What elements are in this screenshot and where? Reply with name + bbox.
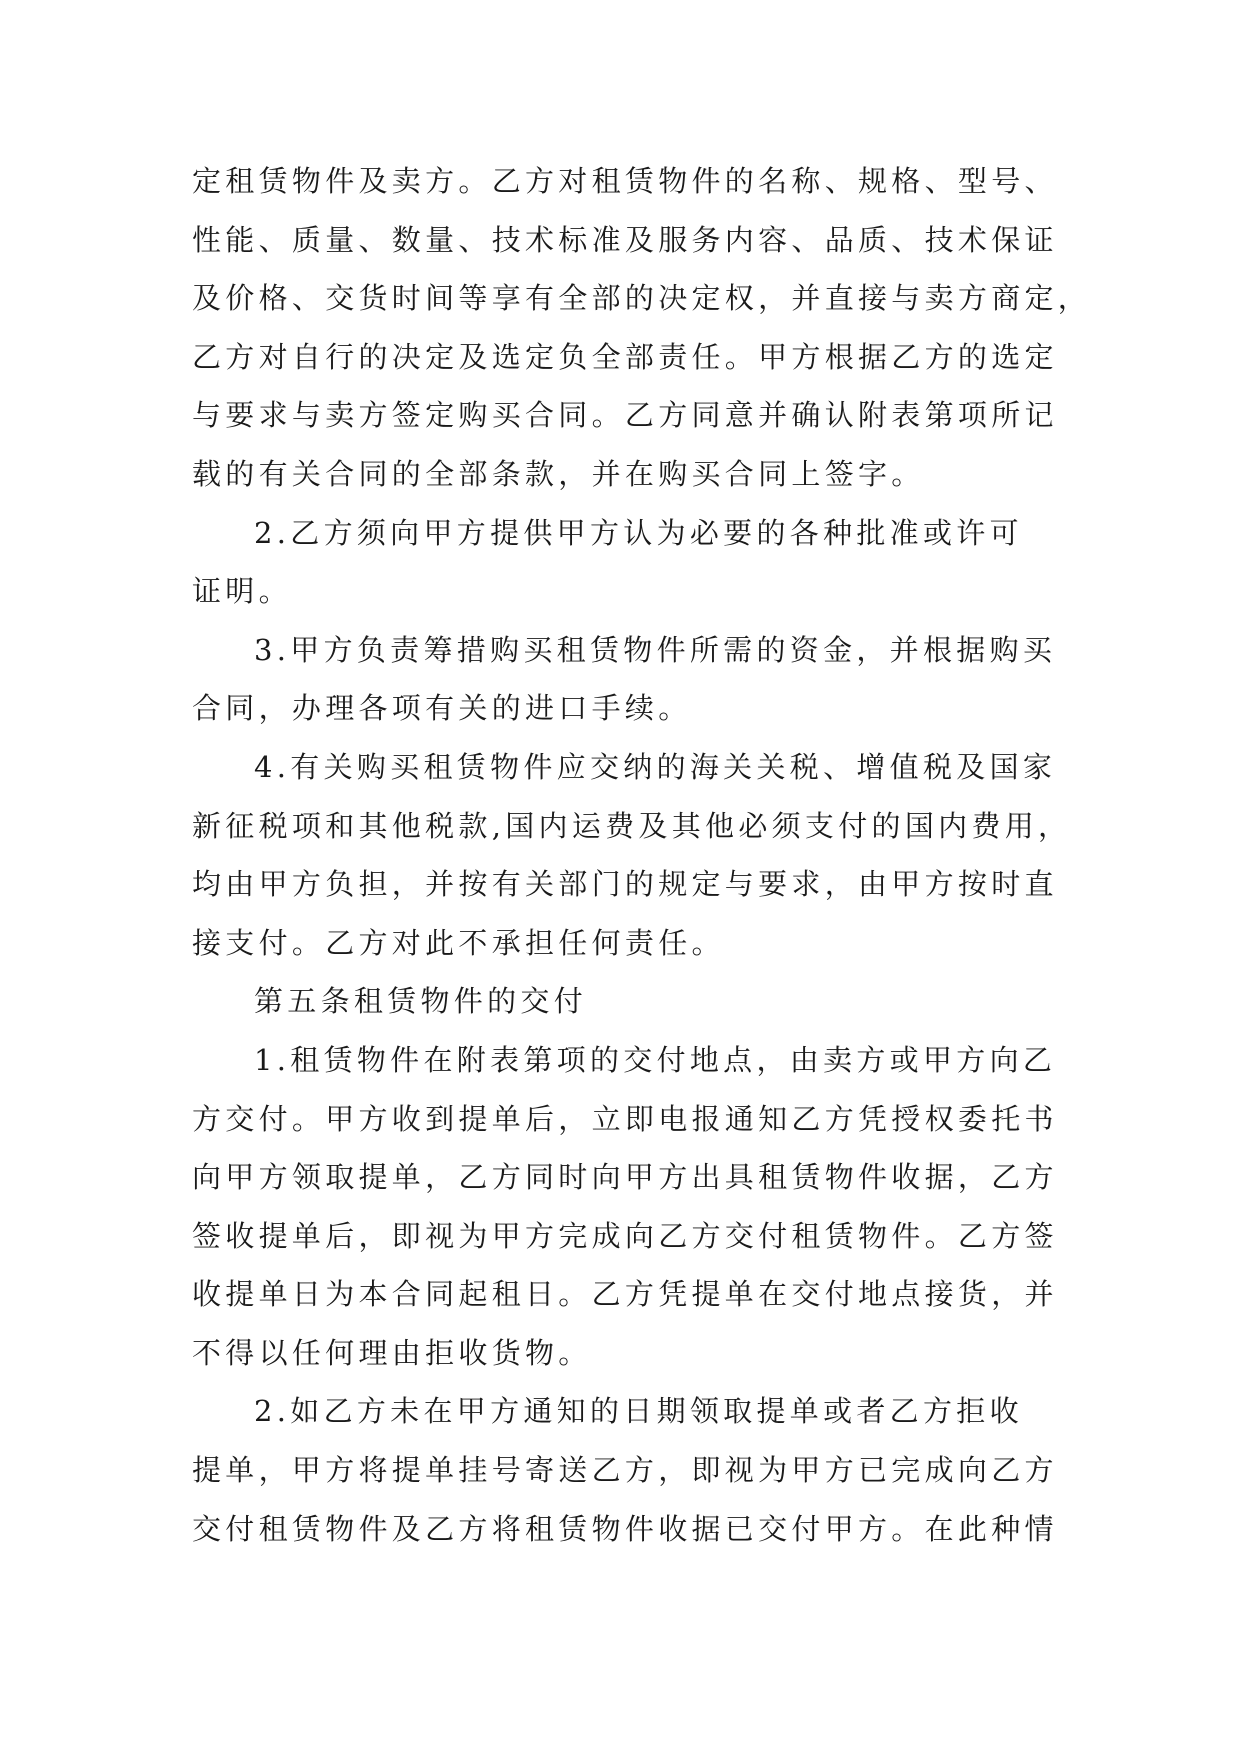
text-line: 收提单日为本合同起租日。乙方凭提单在交付地点接货，并: [192, 1277, 1058, 1312]
paragraph-clause-2: [192, 504, 1062, 621]
paragraph-clause-4: [192, 738, 1072, 972]
text-line: 均由甲方负担，并按有关部门的规定与要求，由甲方按时直: [192, 867, 1058, 902]
text-line: 合同，办理各项有关的进口手续。: [192, 691, 692, 726]
paragraph-delivery-1: [192, 1031, 1062, 1383]
paragraph-clause-3: [192, 621, 1062, 738]
text-line: 接支付。乙方对此不承担任何责任。: [192, 925, 725, 960]
text-line: 载的有关合同的全部条款，并在购买合同上签字。: [192, 456, 925, 491]
text-line: 定租赁物件及卖方。乙方对租赁物件的名称、规格、型号、: [192, 164, 1058, 198]
text-line: 性能、质量、数量、技术标准及服务内容、品质、技术保证: [192, 222, 1058, 257]
text-line: 1.租赁物件在附表第项的交付地点，由卖方或甲方向乙: [254, 1042, 1057, 1077]
text-line: 2.如乙方未在甲方通知的日期领取提单或者乙方拒收: [254, 1394, 1023, 1429]
paragraph-delivery-2: [192, 1382, 1062, 1558]
text-line: 与要求与卖方签定购买合同。乙方同意并确认附表第项所记: [192, 398, 1058, 433]
paragraph-selection: [192, 152, 1092, 504]
section-heading: 第五条租赁物件的交付: [254, 984, 588, 1019]
text-line: 交付租赁物件及乙方将租赁物件收据已交付甲方。在此种情: [192, 1511, 1058, 1546]
text-line: 方交付。甲方收到提单后，立即电报通知乙方凭授权委托书: [192, 1101, 1058, 1136]
text-line: 证明。: [192, 574, 292, 609]
text-line: 签收提单后，即视为甲方完成向乙方交付租赁物件。乙方签: [192, 1218, 1058, 1253]
text-line: 提单，甲方将提单挂号寄送乙方，即视为甲方已完成向乙方: [192, 1453, 1058, 1488]
article-5-heading: [192, 972, 1062, 1031]
text-line: 2.乙方须向甲方提供甲方认为必要的各种批准或许可: [254, 515, 1023, 550]
text-line: 向甲方领取提单，乙方同时向甲方出具租赁物件收据，乙方: [192, 1160, 1058, 1195]
document-body: [192, 152, 1092, 1558]
text-line: 不得以任何理由拒收货物。: [192, 1335, 592, 1370]
text-line: 4.有关购买租赁物件应交纳的海关关税、增值税及国家: [254, 749, 1057, 784]
text-line: 乙方对自行的决定及选定负全部责任。甲方根据乙方的选定: [192, 339, 1058, 374]
text-line: 新征税项和其他税款,国内运费及其他必须支付的国内费用，: [192, 808, 1072, 843]
text-line: 3.甲方负责筹措购买租赁物件所需的资金，并根据购买: [254, 632, 1057, 667]
text-line: 及价格、交货时间等享有全部的决定权，并直接与卖方商定，: [192, 281, 1092, 316]
